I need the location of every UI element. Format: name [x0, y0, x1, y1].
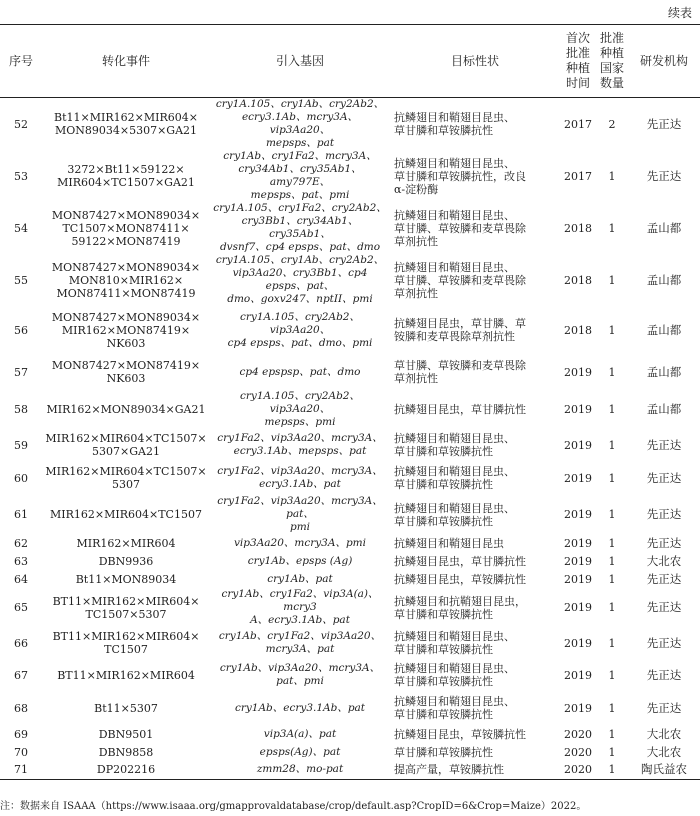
cell-country-count: 1	[608, 572, 616, 586]
cell-genes: cry1Fa2、vip3Aa20、mcry3A、 ecry3.1Ab、pat	[217, 465, 383, 490]
cell-genes: cry1Ab、epsps (Ag)	[247, 554, 353, 567]
table-row	[0, 725, 700, 743]
cell-genes: cry1A.105、cry1Ab、cry2Ab2、 ecry3.1Ab、mcry3A、vip3Aa20、 mepsps、pat	[215, 98, 385, 149]
cell-genes: cry1Ab、pat	[267, 572, 333, 585]
table-row	[0, 534, 700, 552]
cell-trait: 抗鳞翅目和抗鞘翅目昆虫， 草甘膦和草铵膦抗性	[394, 594, 526, 621]
header-number: 序号	[0, 25, 42, 98]
cell-year: 2020	[560, 761, 596, 779]
cell-trait: 抗鳞翅目昆虫，草甘膦、草 铵膦和麦草畏除草剂抗性	[394, 317, 526, 343]
cell-developer: 孟山都	[646, 220, 682, 235]
cell-trait: 抗鳞翅目和鞘翅目昆虫、 草甘膦和草铵膦抗性	[394, 111, 515, 137]
table-row	[0, 659, 700, 691]
cell-genes: zmm28、mo-pat	[210, 761, 390, 779]
table-row	[0, 306, 700, 354]
cell-developer: 孟山都	[646, 402, 682, 416]
cell-country-count: 1	[608, 169, 616, 183]
table-row	[0, 98, 700, 151]
cell-developer: 先正达	[646, 116, 682, 131]
cell-genes: vip3Aa20、mcry3A、pmi	[234, 536, 366, 549]
cell-developer: 先正达	[646, 437, 682, 452]
cell-trait: 抗鳞翅目和鞘翅目昆虫、 草甘膦和草铵膦抗性	[394, 432, 515, 458]
cell-number: 63	[14, 554, 28, 568]
cell-trait: 抗鳞翅目和鞘翅目昆虫	[394, 536, 504, 550]
cell-country-count: 1	[608, 323, 616, 337]
cell-number: 58	[14, 403, 28, 416]
cell-developer: 先正达	[646, 168, 682, 183]
cell-number: 62	[14, 536, 28, 550]
table-row	[0, 390, 700, 429]
cell-country-count: 1	[608, 636, 616, 650]
cell-genes: cry1A.105、cry1Fa2、cry2Ab2、 cry3Bb1、cry34Ab1、cry35Ab1、 dvsnf7、cp4 epsps、pat、dmo	[213, 202, 387, 253]
cell-genes: epsps(Ag)、pat	[259, 745, 341, 758]
cell-number: 54	[14, 221, 28, 235]
cell-country-count: 1	[608, 745, 616, 759]
cell-year: 2019	[564, 636, 592, 650]
cell-year: 2019	[564, 365, 592, 379]
cell-trait: 抗鳞翅目和鞘翅目昆虫、 草甘膦和草铵膦抗性	[394, 695, 515, 721]
cell-number: 65	[14, 601, 28, 614]
table-header-row	[0, 25, 700, 98]
cell-number: 60	[14, 471, 28, 485]
cell-developer: 先正达	[646, 507, 682, 521]
header-developer: 研发机构	[628, 25, 700, 98]
cell-year: 2018	[564, 273, 592, 287]
cell-trait: 抗鳞翅目和鞘翅目昆虫、 草甘膦和草铵膦抗性	[394, 630, 515, 656]
cell-country-count: 1	[608, 365, 616, 379]
cell-trait: 抗鳞翅目昆虫，草铵膦抗性	[394, 572, 526, 586]
cell-developer: 先正达	[646, 667, 682, 682]
header-event: 转化事件	[42, 25, 210, 98]
cell-developer: 先正达	[646, 535, 682, 550]
cell-year: 2019	[564, 508, 592, 521]
table-row	[0, 588, 700, 627]
cell-event: BT11×MIR162×MIR604× TC1507×5307	[52, 594, 200, 621]
table-row	[0, 552, 700, 570]
cell-country-count: 2	[608, 117, 616, 131]
cell-year: 2019	[564, 601, 592, 614]
cell-genes: cry1Ab、vip3Aa20、mcry3A、 pat、pmi	[219, 662, 381, 687]
cell-country-count: 1	[608, 438, 616, 452]
header-trait: 目标性状	[390, 25, 560, 98]
cell-country-count: 1	[608, 536, 616, 550]
cell-event: MIR162×MIR604	[76, 536, 176, 550]
table-row	[0, 254, 700, 306]
cell-genes: vip3A(a)、pat	[263, 727, 337, 740]
table-row	[0, 150, 700, 202]
cell-developer: 大北农	[646, 726, 682, 741]
table-row	[0, 461, 700, 495]
table-row	[0, 761, 700, 779]
cell-genes: cry1A.105、cry1Ab、cry2Ab2、 vip3Aa20、cry3Bb1、cp4 epsps、pat、 dmo、goxv247、nptII、pmi	[215, 254, 385, 305]
cell-country-count: 1	[608, 403, 616, 416]
table-row	[0, 495, 700, 534]
cell-country-count: 1	[596, 761, 628, 779]
header-genes: 引入基因	[210, 25, 390, 98]
cell-year: 2019	[564, 403, 592, 416]
cell-number: 56	[14, 323, 28, 337]
cell-country-count: 1	[608, 701, 616, 715]
cell-developer: 先正达	[646, 600, 682, 614]
cell-event: DBN9501	[98, 727, 154, 741]
cell-number: 61	[14, 508, 28, 521]
cell-developer: 陶氏益农	[628, 761, 700, 779]
cell-genes: cry1A.105、cry2Ab2、vip3Aa20、 cp4 epsps、pat、dmo、pmi	[227, 310, 373, 349]
header-first-approval-year: 首次 批准 种植 时间	[560, 25, 596, 98]
cell-event: MIR162×MIR604×TC1507× 5307	[45, 465, 207, 491]
cell-year: 2019	[564, 471, 592, 485]
cell-number: 59	[14, 438, 28, 452]
cell-number: 68	[14, 701, 28, 715]
cell-country-count: 1	[608, 601, 616, 614]
table-row	[0, 691, 700, 725]
cell-event: DP202216	[42, 761, 210, 779]
cell-genes: cry1Ab、cry1Fa2、vip3Aa20、 mcry3A、pat	[218, 630, 382, 655]
cell-year: 2019	[564, 668, 592, 682]
cell-genes: cry1Ab、ecry3.1Ab、pat	[234, 701, 366, 714]
cell-event: DBN9858	[98, 745, 154, 759]
table-row	[0, 429, 700, 461]
cell-genes: cry1A.105、cry2Ab2、vip3Aa20、 mepsps、pmi	[240, 390, 360, 428]
cell-country-count: 1	[608, 221, 616, 235]
table-row	[0, 627, 700, 659]
header-country-count: 批准 种植 国家 数量	[596, 25, 628, 98]
table-row	[0, 202, 700, 254]
cell-event: MON87427×MON89034× MIR162×MON87419× NK603	[51, 310, 201, 350]
cell-trait: 抗鳞翅目和鞘翅目昆虫、 草甘膦和草铵膦抗性	[394, 501, 515, 528]
cell-year: 2019	[564, 554, 592, 568]
table-row	[0, 743, 700, 761]
cell-genes: cry1Fa2、vip3Aa20、mcry3A、 ecry3.1Ab、mepsps、pat	[217, 432, 383, 457]
cell-year: 2017	[564, 117, 592, 131]
cell-trait: 抗鳞翅目和鞘翅目昆虫、 草甘膦、草铵膦和麦草畏除 草剂抗性	[394, 260, 526, 300]
cell-trait: 抗鳞翅目和鞘翅目昆虫、 草甘膦和草铵膦抗性，改良 α-淀粉酶	[394, 156, 526, 196]
cell-number: 67	[14, 668, 28, 682]
cell-trait: 抗鳞翅目和鞘翅目昆虫、 草甘膦和草铵膦抗性	[394, 465, 515, 491]
cell-trait: 抗鳞翅目昆虫，草甘膦抗性	[394, 403, 526, 416]
cell-year: 2019	[564, 701, 592, 715]
table-row	[0, 354, 700, 390]
cell-developer: 先正达	[646, 700, 682, 715]
cell-genes: cp4 epspsp、pat、dmo	[239, 365, 361, 378]
cell-event: MON87427×MON89034× MON810×MIR162× MON87411×MON87419	[51, 260, 201, 300]
cell-event: BT11×MIR162×MIR604× TC1507	[52, 630, 200, 656]
continuation-label: 续表	[667, 6, 692, 20]
cell-number: 53	[14, 169, 28, 183]
cell-event: MIR162×MIR604×TC1507× 5307×GA21	[45, 432, 207, 458]
cell-genes: cry1Ab、cry1Fa2、mcry3A、 cry34Ab1、cry35Ab1、amy797E、 mepsps、pat、pmi	[223, 150, 377, 201]
cell-year: 2020	[564, 745, 592, 759]
cell-number: 52	[14, 117, 28, 131]
cell-year: 2019	[564, 536, 592, 550]
cell-country-count: 1	[608, 554, 616, 568]
cell-developer: 大北农	[646, 744, 682, 759]
cell-developer: 先正达	[646, 635, 682, 650]
cell-year: 2018	[564, 323, 592, 337]
cell-country-count: 1	[608, 668, 616, 682]
table-body	[0, 98, 700, 780]
cell-event: Bt11×MON89034	[75, 572, 177, 586]
cell-number: 71	[0, 761, 42, 779]
cell-event: MON87427×MON87419× NK603	[51, 359, 201, 385]
cell-event: Bt11×MIR162×MIR604× MON89034×5307×GA21	[54, 111, 198, 137]
table-row	[0, 570, 700, 588]
cell-country-count: 1	[608, 471, 616, 485]
cell-year: 2019	[564, 572, 592, 586]
cell-trait: 草甘膦、草铵膦和麦草畏除 草剂抗性	[394, 359, 526, 385]
cell-trait: 抗鳞翅目昆虫，草铵膦抗性	[394, 727, 526, 741]
cell-trait: 抗鳞翅目和鞘翅目昆虫、 草甘膦和草铵膦抗性	[394, 662, 515, 688]
cell-year: 2017	[564, 169, 592, 183]
gm-maize-events-table	[0, 24, 700, 780]
cell-number: 70	[14, 745, 28, 759]
cell-number: 57	[14, 365, 28, 379]
cell-number: 69	[14, 727, 28, 741]
cell-country-count: 1	[608, 273, 616, 287]
cell-event: 3272×Bt11×59122× MIR604×TC1507×GA21	[57, 163, 195, 189]
cell-year: 2020	[564, 727, 592, 741]
cell-developer: 先正达	[646, 470, 682, 485]
cell-year: 2018	[564, 221, 592, 235]
cell-trait: 提高产量，草铵膦抗性	[390, 761, 560, 779]
cell-developer: 先正达	[646, 571, 682, 586]
cell-event: MON87427×MON89034× TC1507×MON87411× 59122×MON87419	[51, 208, 201, 248]
cell-developer: 孟山都	[646, 364, 682, 379]
cell-number: 64	[14, 572, 28, 586]
cell-genes: cry1Fa2、vip3Aa20、mcry3A、pat、 pmi	[217, 495, 383, 533]
cell-country-count: 1	[608, 508, 616, 521]
cell-event: DBN9936	[98, 554, 154, 568]
table-footnote: 注：数据来自 ISAAA（https://www.isaaa.org/gmapprovaldatabase/crop/default.asp?CropID=6&Crop=Maize）2022。	[0, 801, 587, 812]
cell-developer: 大北农	[646, 553, 682, 568]
cell-trait: 草甘膦和草铵膦抗性	[394, 745, 493, 759]
cell-event: BT11×MIR162×MIR604	[57, 668, 195, 682]
cell-event: Bt11×5307	[94, 701, 158, 715]
cell-event: MIR162×MIR604×TC1507	[50, 508, 202, 521]
cell-developer: 孟山都	[646, 322, 682, 337]
cell-number: 55	[14, 273, 28, 287]
cell-event: MIR162×MON89034×GA21	[46, 403, 206, 416]
cell-genes: cry1Ab、cry1Fa2、vip3A(a)、mcry3 A、ecry3.1Ab、pat	[221, 588, 379, 626]
cell-developer: 孟山都	[646, 272, 682, 287]
cell-number: 66	[14, 636, 28, 650]
cell-year: 2019	[564, 438, 592, 452]
cell-trait: 抗鳞翅目和鞘翅目昆虫、 草甘膦、草铵膦和麦草畏除 草剂抗性	[394, 208, 526, 248]
cell-country-count: 1	[608, 727, 616, 741]
cell-trait: 抗鳞翅目昆虫，草甘膦抗性	[394, 554, 526, 568]
